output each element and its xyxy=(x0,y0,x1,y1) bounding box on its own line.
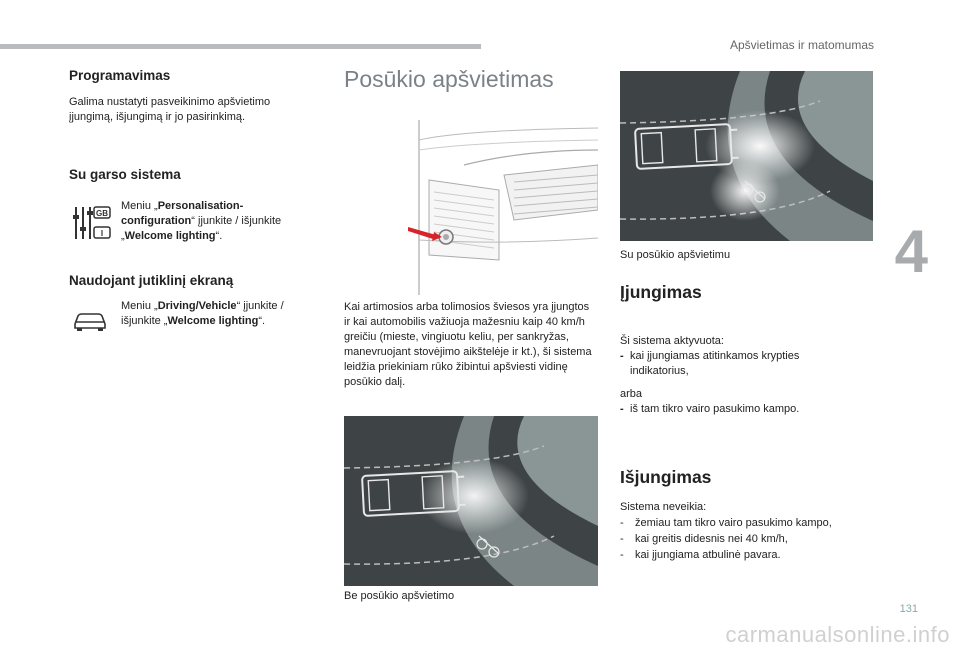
list-item: - žemiau tam tikro vairo pasukimo kampo, xyxy=(620,517,832,529)
or-label: arba xyxy=(620,388,643,400)
car-icon xyxy=(72,310,108,332)
activation-alt xyxy=(620,387,860,417)
caption-without-cornering: Be posūkio apšvietimo xyxy=(344,590,455,602)
deactivation-list xyxy=(620,499,870,563)
deactivation-title: Išjungimas xyxy=(620,467,712,487)
list-item: - kai įjungiama atbulinė pavara. xyxy=(620,549,781,561)
programming-text: Galima nustatyti pasveikinimo apšvietimo įjungimą, išjungimą ir jo pasirinkimą. xyxy=(69,96,271,123)
activation-intro: Ši sistema aktyvuota: xyxy=(620,335,724,347)
badge-gb: GB xyxy=(96,209,108,218)
caption-with-cornering: Su posūkio apšvietimu xyxy=(620,249,731,261)
programming-title: Programavimas xyxy=(69,68,171,83)
diagram-with-cornering-light xyxy=(620,71,873,241)
cornering-description: Kai artimosios arba tolimosios šviesos yra įjungtos ir kai automobilis važiuoja mažesniu kaip 40 km/h greičiu (mieste, vingiuotu keliu, per sankryžas, manevruojant stovėjimo aikštelėje ir kt.), ši sistema leidžia priekiniam rūko žibintui apšviesti vidinę posūkio dalį. xyxy=(344,301,592,388)
watermark: carmanualsonline.info xyxy=(725,622,950,647)
page-number: 131 xyxy=(899,603,918,615)
chapter-number: 4 xyxy=(894,218,928,285)
touchscreen-title: Naudojant jutiklinį ekraną xyxy=(69,273,234,288)
list-item: - iš tam tikro vairo pasukimo kampo. xyxy=(620,403,800,415)
list-item: - kai įjungiamas atitinkamos krypties indikatorius, xyxy=(620,350,800,377)
header-accent-bar xyxy=(0,44,481,49)
audio-instructions: Meniu „Personalisation-configuration“ įjunkite / išjunkite „Welcome lighting“. xyxy=(121,200,282,242)
activation-list xyxy=(620,334,860,379)
audio-system-title: Su garso sistema xyxy=(69,167,181,182)
section-title: Apšvietimas ir matomumas xyxy=(729,38,874,52)
diagram-without-cornering-light xyxy=(344,416,598,586)
activation-title: Įjungimas xyxy=(620,282,702,302)
badge-i: I xyxy=(100,229,104,238)
list-item: - kai greitis didesnis nei 40 km/h, xyxy=(620,533,788,545)
section-heading: Posūkio apšvietimas xyxy=(344,66,554,92)
car-front-illustration xyxy=(404,120,598,295)
settings-sliders-icon xyxy=(72,203,112,243)
touchscreen-instructions: Meniu „Driving/Vehicle“ įjunkite / išjunkite „Welcome lighting“. xyxy=(121,300,284,327)
deactivation-intro: Sistema neveikia: xyxy=(620,501,707,513)
